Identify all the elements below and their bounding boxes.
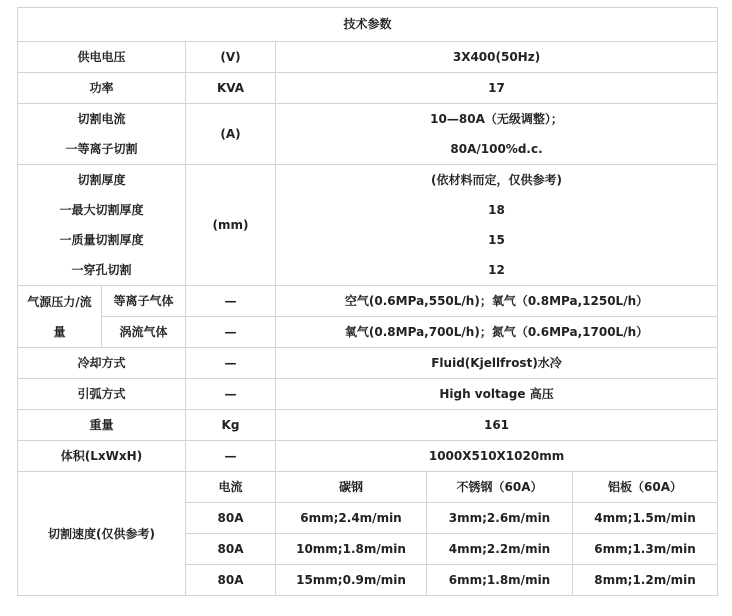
quality-thickness-value: 15 bbox=[488, 233, 505, 247]
row-volume bbox=[18, 441, 718, 472]
speed-cell: 10mm;1.8m/min bbox=[276, 534, 427, 565]
speed-cell: 8mm;1.2m/min bbox=[573, 565, 718, 596]
speed-cell: 4mm;2.2m/min bbox=[427, 534, 573, 565]
title-row bbox=[18, 8, 718, 42]
cooling-label: 冷却方式 bbox=[18, 348, 186, 379]
plasma-gas-label: 等离子气体 bbox=[102, 286, 186, 317]
supply-voltage-unit: (V) bbox=[186, 42, 276, 73]
row-weight bbox=[18, 410, 718, 441]
arc-start-value: High voltage 高压 bbox=[276, 379, 718, 410]
volume-value: 1000X510X1020mm bbox=[276, 441, 718, 472]
pierce-thickness-label: 一穿孔切割 bbox=[71, 263, 132, 277]
gas-pressure-label-line1: 气源压力/流 bbox=[27, 294, 92, 309]
cut-current-label: 切割电流 bbox=[77, 112, 126, 126]
power-value: 17 bbox=[276, 73, 718, 104]
cut-thickness-value-cell bbox=[276, 165, 718, 286]
cut-thickness-unit: (mm) bbox=[186, 165, 276, 286]
speed-cell: 3mm;2.6m/min bbox=[427, 503, 573, 534]
row-gas-vortex bbox=[18, 317, 718, 348]
speed-cell: 4mm;1.5m/min bbox=[573, 503, 718, 534]
cooling-unit: — bbox=[186, 348, 276, 379]
speed-cell: 6mm;2.4m/min bbox=[276, 503, 427, 534]
power-unit: KVA bbox=[186, 73, 276, 104]
row-power bbox=[18, 73, 718, 104]
speed-cell: 6mm;1.8m/min bbox=[427, 565, 573, 596]
row-arc-start bbox=[18, 379, 718, 410]
max-thickness-label: 一最大切割厚度 bbox=[59, 203, 144, 217]
row-supply-voltage bbox=[18, 42, 718, 73]
spec-table-wrapper bbox=[17, 7, 718, 596]
row-cut-thickness bbox=[18, 165, 718, 286]
quality-thickness-label: 一质量切割厚度 bbox=[59, 233, 144, 247]
plasma-gas-value: 空气(0.6MPa,550L/h)；氧气（0.8MPa,1250L/h） bbox=[276, 286, 718, 317]
spec-table bbox=[17, 7, 718, 596]
cut-thickness-label: 切割厚度 bbox=[77, 173, 126, 187]
table-title: 技术参数 bbox=[18, 8, 718, 42]
max-thickness-value: 18 bbox=[488, 203, 505, 217]
cut-current-value-2: 80A/100%d.c. bbox=[450, 142, 543, 156]
supply-voltage-label: 供电电压 bbox=[18, 42, 186, 73]
row-cut-current bbox=[18, 104, 718, 165]
plasma-gas-unit: — bbox=[186, 286, 276, 317]
weight-unit: Kg bbox=[186, 410, 276, 441]
cut-current-value-1: 10—80A（无级调整）； bbox=[430, 112, 563, 126]
pierce-thickness-value: 12 bbox=[488, 263, 505, 277]
weight-label: 重量 bbox=[18, 410, 186, 441]
arc-start-label: 引弧方式 bbox=[18, 379, 186, 410]
speed-cell: 80A bbox=[186, 534, 276, 565]
row-cooling bbox=[18, 348, 718, 379]
cut-speed-label: 切割速度(仅供参考) bbox=[18, 472, 186, 596]
speed-cell: 80A bbox=[186, 503, 276, 534]
speed-header-current: 电流 bbox=[186, 472, 276, 503]
cut-current-sub-label: 一等离子切割 bbox=[65, 142, 138, 156]
row-gas-plasma bbox=[18, 286, 718, 317]
speed-header-aluminum: 铝板（60A） bbox=[573, 472, 718, 503]
cut-current-label-cell bbox=[18, 104, 186, 165]
arc-start-unit: — bbox=[186, 379, 276, 410]
speed-cell: 80A bbox=[186, 565, 276, 596]
cooling-value: Fluid(Kjellfrost)水冷 bbox=[276, 348, 718, 379]
cut-current-unit: (A) bbox=[186, 104, 276, 165]
row-cut-speed-header bbox=[18, 472, 718, 503]
vortex-gas-unit: — bbox=[186, 317, 276, 348]
supply-voltage-value: 3X400(50Hz) bbox=[276, 42, 718, 73]
volume-label: 体积(LxWxH) bbox=[18, 441, 186, 472]
cut-thickness-note: (依材料而定，仅供参考) bbox=[431, 173, 563, 187]
speed-header-carbon-steel: 碳钢 bbox=[276, 472, 427, 503]
speed-cell: 6mm;1.3m/min bbox=[573, 534, 718, 565]
cut-current-value-cell bbox=[276, 104, 718, 165]
gas-pressure-label-cell bbox=[18, 286, 102, 348]
power-label: 功率 bbox=[18, 73, 186, 104]
weight-value: 161 bbox=[276, 410, 718, 441]
speed-header-stainless: 不锈钢（60A） bbox=[427, 472, 573, 503]
vortex-gas-label: 涡流气体 bbox=[102, 317, 186, 348]
gas-pressure-label-line2: 量 bbox=[53, 324, 66, 339]
vortex-gas-value: 氧气(0.8MPa,700L/h)；氮气（0.6MPa,1700L/h） bbox=[276, 317, 718, 348]
volume-unit: — bbox=[186, 441, 276, 472]
cut-thickness-label-cell bbox=[18, 165, 186, 286]
speed-cell: 15mm;0.9m/min bbox=[276, 565, 427, 596]
